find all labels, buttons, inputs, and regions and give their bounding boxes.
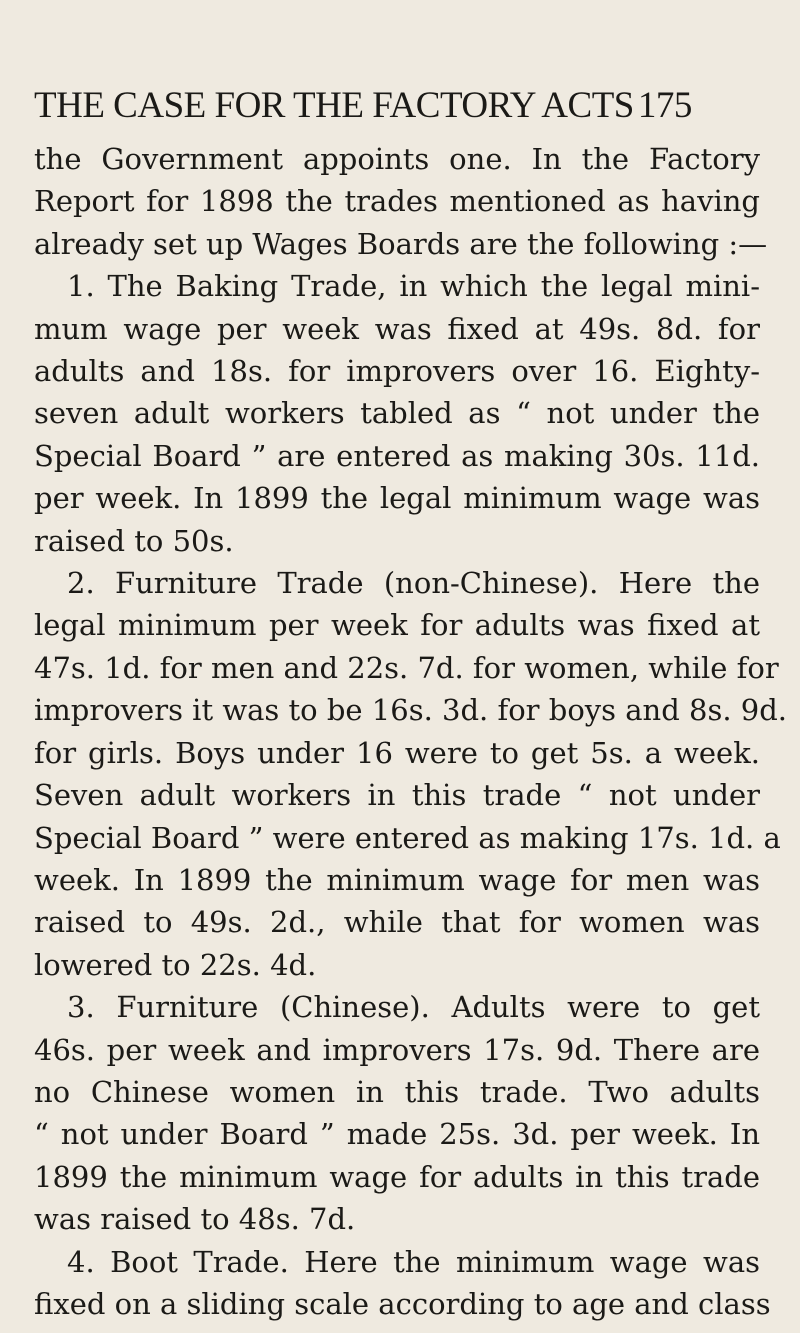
text-line: the Government appoints one. In the Factory xyxy=(34,142,760,176)
text-line: Report for 1898 the trades mentioned as having xyxy=(34,184,760,219)
text-line: improvers it was to be 16s. 3d. for boys and 8s. 9d. xyxy=(34,693,788,728)
text-line: no Chinese women in this trade. Two adults xyxy=(34,1074,760,1109)
text-line: lowered to 22s. 4d. xyxy=(34,947,317,982)
text-line: raised to 49s. 2d., while that for women was xyxy=(34,905,760,940)
text-line: per week. In 1899 the legal minimum wage was xyxy=(34,481,760,516)
text-line: 1899 the minimum wage for adults in this trade xyxy=(34,1159,760,1194)
text-line: for girls. Boys under 16 were to get 5s. a week. xyxy=(34,735,760,770)
text-line: “ not under Board ” made 25s. 3d. per week. In xyxy=(34,1117,760,1152)
text-line: 46s. per week and improvers 17s. 9d. There are xyxy=(34,1032,760,1067)
text-line: week. In 1899 the minimum wage for men was xyxy=(34,862,760,897)
text-line: mum wage per week was fixed at 49s. 8d. for xyxy=(34,311,760,346)
text-line: fixed on a sliding scale according to age and class xyxy=(34,1286,771,1321)
text-line: legal minimum per week for adults was fixed at xyxy=(34,608,760,643)
text-line: 47s. 1d. for men and 22s. 7d. for women, while for xyxy=(34,650,779,685)
text-line: seven adult workers tabled as “ not under the xyxy=(34,396,760,431)
text-line: was raised to 48s. 7d. xyxy=(34,1202,356,1237)
text-line: Special Board ” are entered as making 30s. 11d. xyxy=(34,438,760,473)
text-line: raised to 50s. xyxy=(34,523,234,558)
list-item-2-start: 2. Furniture Trade (non-Chinese). Here the xyxy=(67,566,760,601)
text-line: Special Board ” were entered as making 17s. 1d. a xyxy=(34,820,781,855)
page-number: 175 xyxy=(637,85,692,126)
running-head xyxy=(34,84,760,128)
running-title: THE CASE FOR THE FACTORY ACTS xyxy=(34,85,634,126)
text-line: Seven adult workers in this trade “ not under xyxy=(34,778,760,813)
text-line: adults and 18s. for improvers over 16. Eighty- xyxy=(34,354,760,389)
list-item-3-start: 3. Furniture (Chinese). Adults were to get xyxy=(67,990,760,1025)
body-text xyxy=(34,138,788,1325)
list-item-4-start: 4. Boot Trade. Here the minimum wage was xyxy=(67,1244,760,1279)
text-line: already set up Wages Boards are the following :— xyxy=(34,226,768,261)
list-item-1-start: 1. The Baking Trade, in which the legal mini- xyxy=(67,269,760,304)
